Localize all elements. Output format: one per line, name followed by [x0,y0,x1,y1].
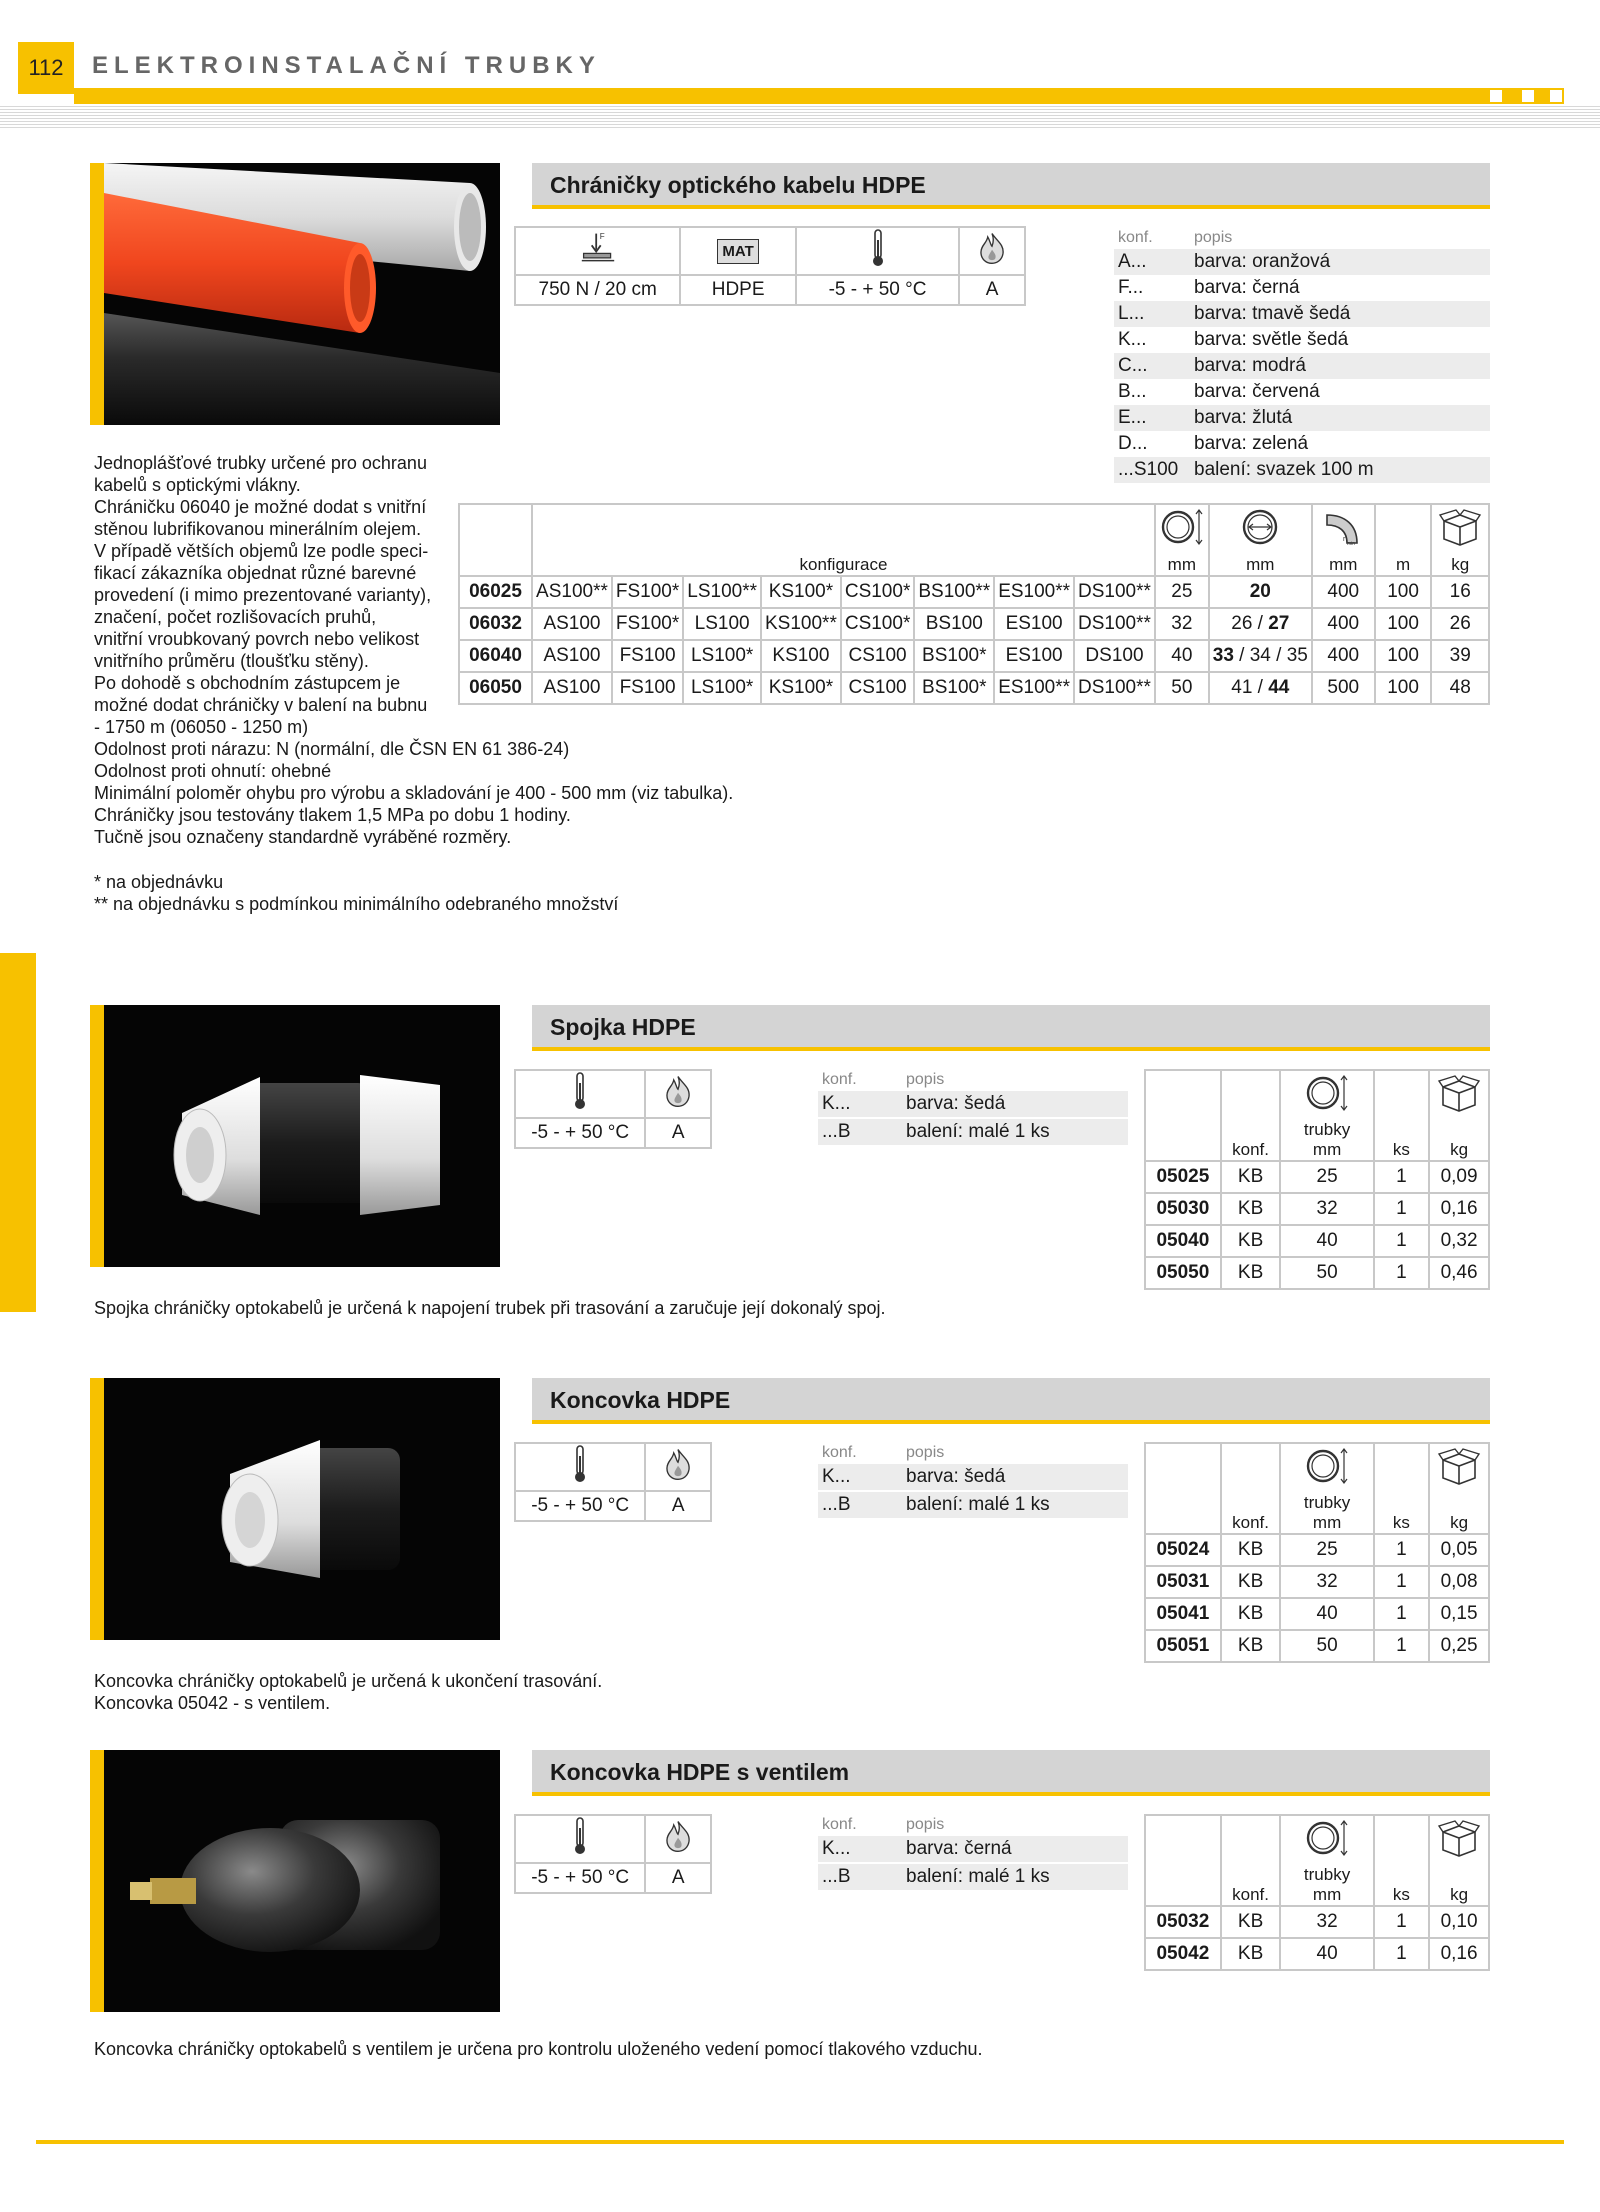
prop-force: 750 N / 20 cm [515,275,680,305]
unit: mm [1155,554,1209,576]
config-row: E... barva: žlutá [1114,405,1490,431]
col-konf: konf. [1221,1865,1281,1906]
table-row: 05050 KB 50 1 0,46 [1145,1257,1489,1289]
col-ks: ks [1374,1120,1429,1161]
col-trubky: trubky mm [1280,1865,1373,1906]
prop-temperature: -5 - + 50 °C [515,1863,645,1893]
config-row: K... barva: černá [818,1836,1128,1862]
config-row: ...S100 balení: svazek 100 m [1114,457,1490,483]
config-list [818,1444,1128,1518]
table-row: 06050 AS100 FS100 LS100* KS100* CS100 BS100* ES100** DS100** 50 41 / 44 500 100 48 [459,672,1489,704]
empty-cell [1145,1493,1221,1534]
config-row: K... barva: šedá [818,1091,1128,1117]
header-stripes [0,106,1600,128]
package-icon [1431,504,1489,554]
empty-cell [1145,1070,1221,1120]
package-icon [1429,1443,1489,1493]
popis-header: popis [906,1071,945,1088]
pipe-diameter-icon [1155,504,1209,554]
table-row: 05032 KB 32 1 0,10 [1145,1906,1489,1938]
prop-temperature: -5 - + 50 °C [515,1118,645,1148]
empty-cell [1221,1815,1281,1865]
col-trubky: trubky mm [1280,1120,1373,1161]
pipe-diameter-icon [1280,1443,1373,1493]
section-title: Koncovka HDPE s ventilem [532,1750,1490,1796]
config-row: A... barva: oranžová [1114,249,1490,275]
unit: mm [1209,554,1312,576]
konf-header: konf. [822,1071,857,1088]
product-photo-hdpe-pipes [90,163,500,425]
empty-cell [1145,1443,1221,1493]
side-tab [0,953,36,1312]
konf-header: konf. [822,1816,857,1833]
thermometer-icon [515,1815,645,1863]
flame-icon [645,1070,711,1118]
config-row: D... barva: zelená [1118,433,1309,454]
config-row: ...B balení: malé 1 ks [818,1119,1128,1145]
empty-cell [1221,1070,1281,1120]
package-icon [1429,1070,1489,1120]
prop-flammability: A [645,1863,711,1893]
header-square [1522,90,1534,102]
table-row: 05030 KB 32 1 0,16 [1145,1193,1489,1225]
flame-icon [959,227,1025,275]
product-table [1144,1814,1490,1971]
config-list [818,1816,1128,1890]
unit: kg [1431,554,1489,576]
section-title: Chráničky optického kabelu HDPE [532,163,1490,209]
table-row: 05024 KB 25 1 0,05 [1145,1534,1489,1566]
table-row: 06025 AS100** FS100* LS100** KS100* CS100* BS100** ES100** DS100** 25 20 400 100 16 [459,576,1489,608]
config-row: ...B balení: malé 1 ks [818,1864,1128,1890]
force-icon [515,227,680,275]
table-row: 06040 AS100 FS100 LS100* KS100 CS100 BS100* ES100 DS100 40 33 / 34 / 35 400 100 39 [459,640,1489,672]
table-row: 05051 KB 50 1 0,25 [1145,1630,1489,1662]
empty-cell [1374,1070,1429,1120]
page-number: 112 [18,42,74,94]
prop-temperature: -5 - + 50 °C [515,1491,645,1521]
unit: m [1375,554,1432,576]
col-konf: konf. [1221,1493,1281,1534]
col-trubky: trubky mm [1280,1493,1373,1534]
product-table [1144,1442,1490,1663]
config-row: L... barva: tmavě šedá [1114,301,1490,327]
pipe-diameter-icon [1280,1815,1373,1865]
package-icon [1429,1815,1489,1865]
config-list [1114,229,1490,483]
config-row: C... barva: modrá [1114,353,1490,379]
empty-cell [1145,1815,1221,1865]
popis-header: popis [1194,229,1233,246]
unit: mm [1312,554,1375,576]
material-icon: MAT [680,227,796,275]
config-row: B... barva: červená [1118,381,1320,402]
product-photo-coupling [90,1005,500,1267]
header-square [1550,90,1562,102]
config-row: K... barva: šedá [818,1464,1128,1490]
table-row: 05040 KB 40 1 0,32 [1145,1225,1489,1257]
page-title: ELEKTROINSTALAČNÍ TRUBKY [92,52,601,79]
thermometer-icon [796,227,959,275]
description-text: Spojka chráničky optokabelů je určená k napojení trubek při trasování a zaručuje její dokonalý spoj. [94,1298,886,1318]
description-text: Koncovka chráničky optokabelů je určená k ukončení trasování. Koncovka 05042 - s ventilem. [94,1671,603,1713]
table-row: 05042 KB 40 1 0,16 [1145,1938,1489,1970]
prop-flammability: A [645,1118,711,1148]
product-photo-end-cap [90,1378,500,1640]
config-list [818,1071,1128,1145]
konf-header: konf. [1118,229,1153,246]
table-row: 05041 KB 40 1 0,15 [1145,1598,1489,1630]
pipe-diameter-icon [1280,1070,1373,1120]
config-label: konfigurace [532,554,1155,576]
prop-material: HDPE [680,275,796,305]
product-table [1144,1069,1490,1290]
popis-header: popis [906,1816,945,1833]
empty-cell [1145,1865,1221,1906]
col-konf: konf. [1221,1120,1281,1161]
bend-radius-icon [1312,504,1375,554]
config-row: ...B balení: malé 1 ks [818,1492,1128,1518]
section-title: Spojka HDPE [532,1005,1490,1051]
empty-cell [1375,504,1432,554]
col-kg: kg [1429,1493,1489,1534]
properties-table [514,226,1026,306]
footnotes: * na objednávku ** na objednávku s podmínkou minimálního odebraného množství [94,872,619,914]
col-ks: ks [1374,1865,1429,1906]
flame-icon [645,1443,711,1491]
section-title: Koncovka HDPE [532,1378,1490,1424]
empty-cell [1374,1443,1429,1493]
flame-icon [645,1815,711,1863]
prop-flammability: A [959,275,1025,305]
description-text: Jednoplášťové trubky určené pro ochranu kabelů s optickými vlákny. Chráničku 06040 je možné dodat s vnitřní stěnou lubrifikovanou minerálním olejem. V případě větších objemů lze podle speci- fikací zákazníka objednat různé barevné provedení (i mimo prezentované varianty), značení, počet rozlišovacích pruhů, vnitřní vroubkovaný povrch nebo velikost vnitřního průměru (tloušťku stěny). Po dohodě s obchodním zástupcem je možné dodat chráničky v balení na bubnu - 1750 m (06050 - 1250 m) Odolnost proti nárazu: N (normální, dle ČSN EN 61 386-24) Odolnost proti ohnutí: ohebné Minimální poloměr ohybu pro výrobu a skladování je 400 - 500 mm (viz tabulka). Chráničky jsou testovány tlakem 1,5 MPa po dobu 1 hodiny. Tučně jsou označeny standardně vyráběné rozměry. [94,453,734,847]
properties-table [514,1442,712,1522]
popis-header: popis [906,1444,945,1461]
table-row: 06032 AS100 FS100* LS100 KS100** CS100* BS100 ES100 DS100** 32 26 / 27 400 100 26 [459,608,1489,640]
inner-diameter-icon [1209,504,1312,554]
thermometer-icon [515,1070,645,1118]
table-row: 05031 KB 32 1 0,08 [1145,1566,1489,1598]
col-kg: kg [1429,1120,1489,1161]
properties-table [514,1069,712,1149]
header-square [1490,90,1502,102]
table-row: 05025 KB 25 1 0,09 [1145,1161,1489,1193]
empty-cell [1374,1815,1429,1865]
prop-flammability: A [645,1491,711,1521]
footer-line [36,2140,1564,2144]
col-kg: kg [1429,1865,1489,1906]
col-ks: ks [1374,1493,1429,1534]
prop-temperature: -5 - + 50 °C [796,275,959,305]
properties-table [514,1814,712,1894]
thermometer-icon [515,1443,645,1491]
empty-cell [1145,1120,1221,1161]
description-text: Koncovka chráničky optokabelů s ventilem je určena pro kontrolu uloženého vedení pomocí tlakového vzduchu. [94,2039,983,2059]
product-photo-end-cap-valve [90,1750,500,2012]
config-row: F... barva: černá [1118,277,1300,298]
header-band [74,88,1564,104]
config-row: K... barva: světle šedá [1118,329,1349,350]
konf-header: konf. [822,1444,857,1461]
empty-cell [1221,1443,1281,1493]
